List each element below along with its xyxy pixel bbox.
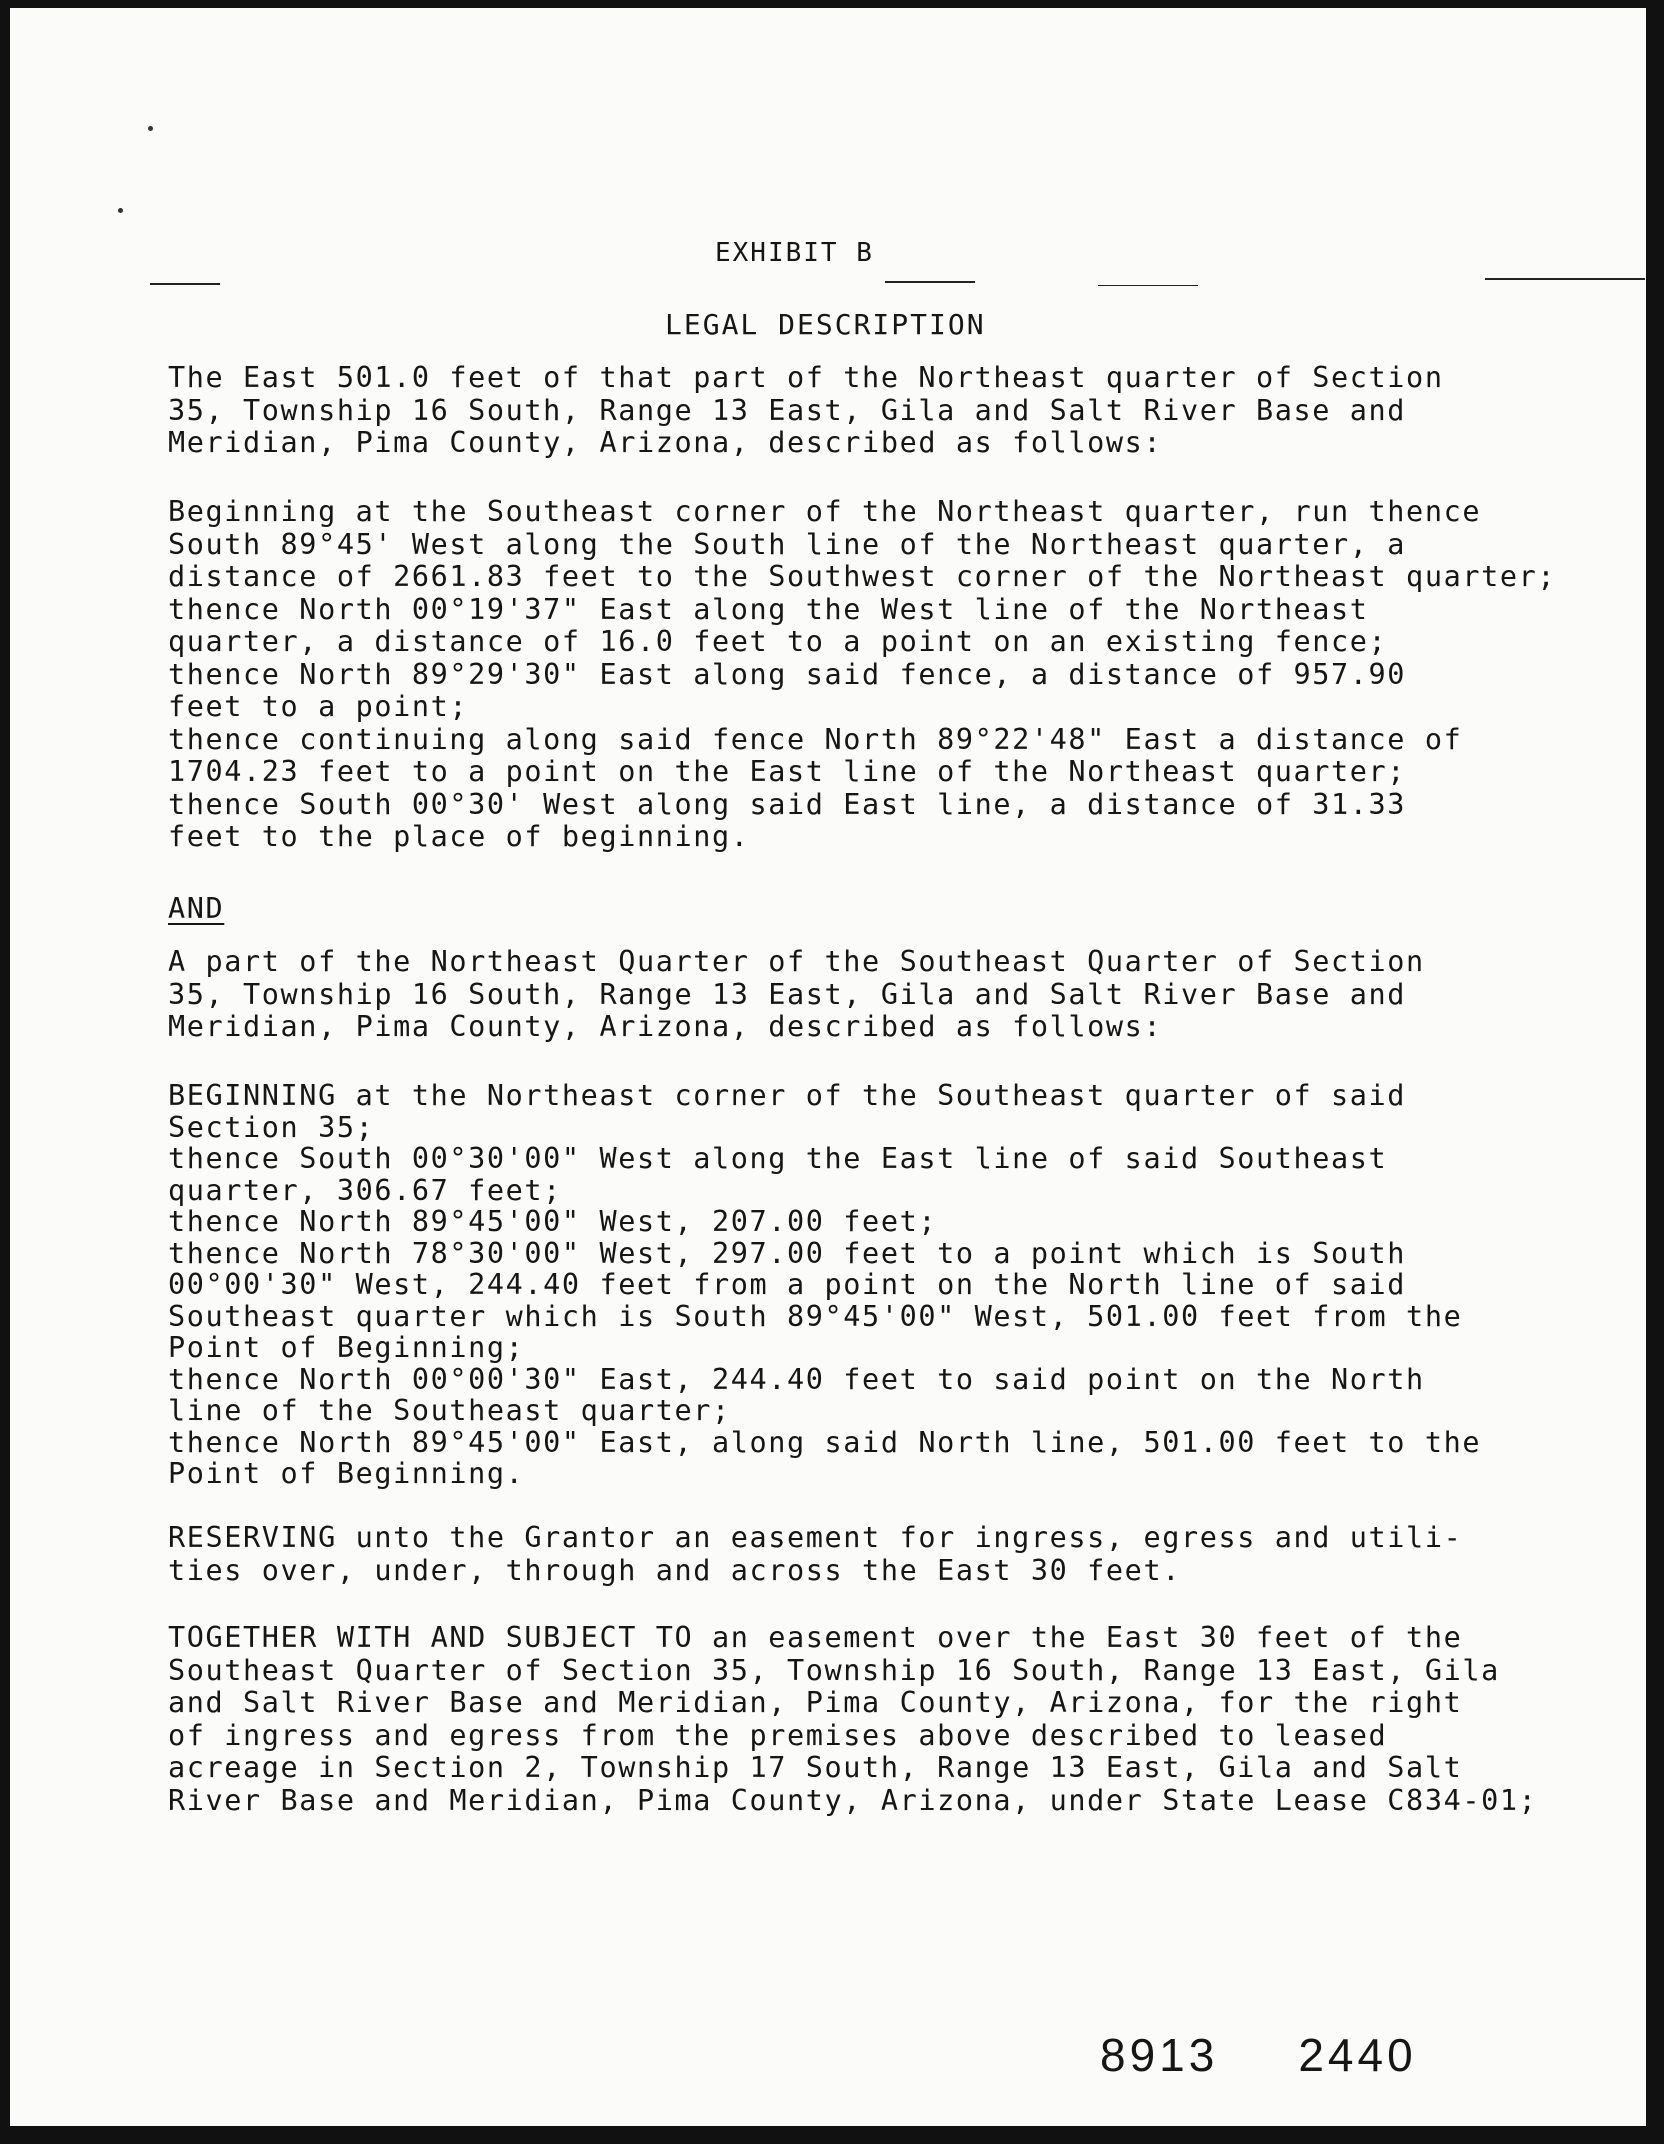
text-line: Point of Beginning.	[168, 1457, 525, 1490]
scan-speck	[118, 208, 123, 213]
text-line: thence North 78°30'00" West, 297.00 feet to a point which is South	[168, 1236, 1407, 1270]
text-line: distance of 2661.83 feet to the Southwest corner of the Northeast quarter;	[168, 560, 1557, 593]
text-line: thence South 00°30' West along said East line, a distance of 31.33	[168, 787, 1407, 821]
scan-edge-bottom	[0, 2126, 1664, 2144]
text-line: Point of Beginning;	[168, 1331, 525, 1364]
text-line: thence South 00°30'00" West along the East line of said Southeast	[168, 1142, 1388, 1175]
text-line: ties over, under, through and across the East 30 feet.	[168, 1553, 1181, 1587]
paragraph-metes-bounds-2	[168, 1080, 1481, 1490]
text-line: Meridian, Pima County, Arizona, described as follows:	[168, 426, 1163, 459]
exhibit-label: EXHIBIT B	[715, 238, 874, 268]
text-line: 1704.23 feet to a point on the East line of the Northeast quarter;	[168, 755, 1407, 788]
text-line: quarter, a distance of 16.0 feet to a point on an existing fence;	[168, 625, 1388, 658]
header-rule-center-2	[1098, 285, 1198, 286]
text-line: A part of the Northeast Quarter of the Southeast Quarter of Section	[168, 945, 1425, 978]
and-separator: AND	[168, 892, 225, 925]
text-line: TOGETHER WITH AND SUBJECT TO an easement over the East 30 feet of the	[168, 1621, 1463, 1654]
paragraph-reserving	[168, 1522, 1462, 1587]
text-line: 35, Township 16 South, Range 13 East, Gila and Salt River Base and	[168, 977, 1407, 1011]
document-title: LEGAL DESCRIPTION	[665, 308, 986, 341]
paragraph-together-with	[168, 1622, 1537, 1817]
scan-edge-left	[0, 0, 10, 2144]
text-line: River Base and Meridian, Pima County, Arizona, under State Lease C834-01;	[168, 1783, 1538, 1817]
text-line: thence North 89°45'00" West, 207.00 feet;	[168, 1205, 938, 1238]
text-line: thence North 89°29'30" East along said fence, a distance of 957.90	[168, 657, 1407, 691]
header-rule-left	[150, 283, 220, 285]
text-line: Meridian, Pima County, Arizona, described as follows:	[168, 1010, 1163, 1043]
text-line: quarter, 306.67 feet;	[168, 1173, 562, 1207]
scan-speck	[148, 126, 153, 131]
text-line: thence North 89°45'00" East, along said North line, 501.00 feet to the	[168, 1425, 1482, 1459]
text-line: 35, Township 16 South, Range 13 East, Gila and Salt River Base and	[168, 393, 1407, 427]
text-line: thence North 00°19'37" East along the West line of the Northeast	[168, 592, 1369, 626]
text-line: The East 501.0 feet of that part of the Northeast quarter of Section	[168, 361, 1444, 394]
paragraph-metes-bounds-1	[168, 496, 1556, 854]
text-line: thence continuing along said fence North 89°22'48" East a distance of	[168, 722, 1463, 756]
text-line: Section 35;	[168, 1110, 375, 1144]
scan-edge-right	[1646, 0, 1664, 2144]
paragraph-intro-1	[168, 362, 1444, 460]
text-line: line of the Southeast quarter;	[168, 1394, 731, 1427]
text-line: feet to the place of beginning.	[168, 820, 750, 853]
scan-edge-top	[0, 0, 1664, 8]
document-page	[10, 8, 1646, 2126]
header-rule-center	[885, 281, 975, 283]
text-line: South 89°45' West along the South line of the Northeast quarter, a	[168, 527, 1407, 561]
text-line: feet to a point;	[168, 690, 469, 723]
text-line: Southeast Quarter of Section 35, Township 16 South, Range 13 East, Gila	[168, 1653, 1500, 1687]
reference-number-1: 8913	[1100, 2029, 1219, 2081]
header-rule-right	[1485, 278, 1645, 280]
text-line: Southeast quarter which is South 89°45'00" West, 501.00 feet from the	[168, 1299, 1463, 1333]
text-line: BEGINNING at the Northeast corner of the Southeast quarter of said	[168, 1079, 1407, 1112]
text-line: Beginning at the Southeast corner of the Northeast quarter, run thence	[168, 495, 1482, 528]
paragraph-intro-2	[168, 946, 1425, 1044]
text-line: thence North 00°00'30" East, 244.40 feet to said point on the North	[168, 1362, 1425, 1396]
text-line: acreage in Section 2, Township 17 South, Range 13 East, Gila and Salt	[168, 1751, 1463, 1784]
text-line: of ingress and egress from the premises above described to leased	[168, 1718, 1388, 1752]
text-line: 00°00'30" West, 244.40 feet from a point on the North line of said	[168, 1268, 1407, 1301]
text-line: and Salt River Base and Meridian, Pima County, Arizona, for the right	[168, 1686, 1463, 1719]
document-reference-numbers	[1100, 2028, 1497, 2082]
reference-number-2: 2440	[1298, 2029, 1417, 2081]
text-line: RESERVING unto the Grantor an easement for ingress, egress and utili-	[168, 1521, 1463, 1554]
